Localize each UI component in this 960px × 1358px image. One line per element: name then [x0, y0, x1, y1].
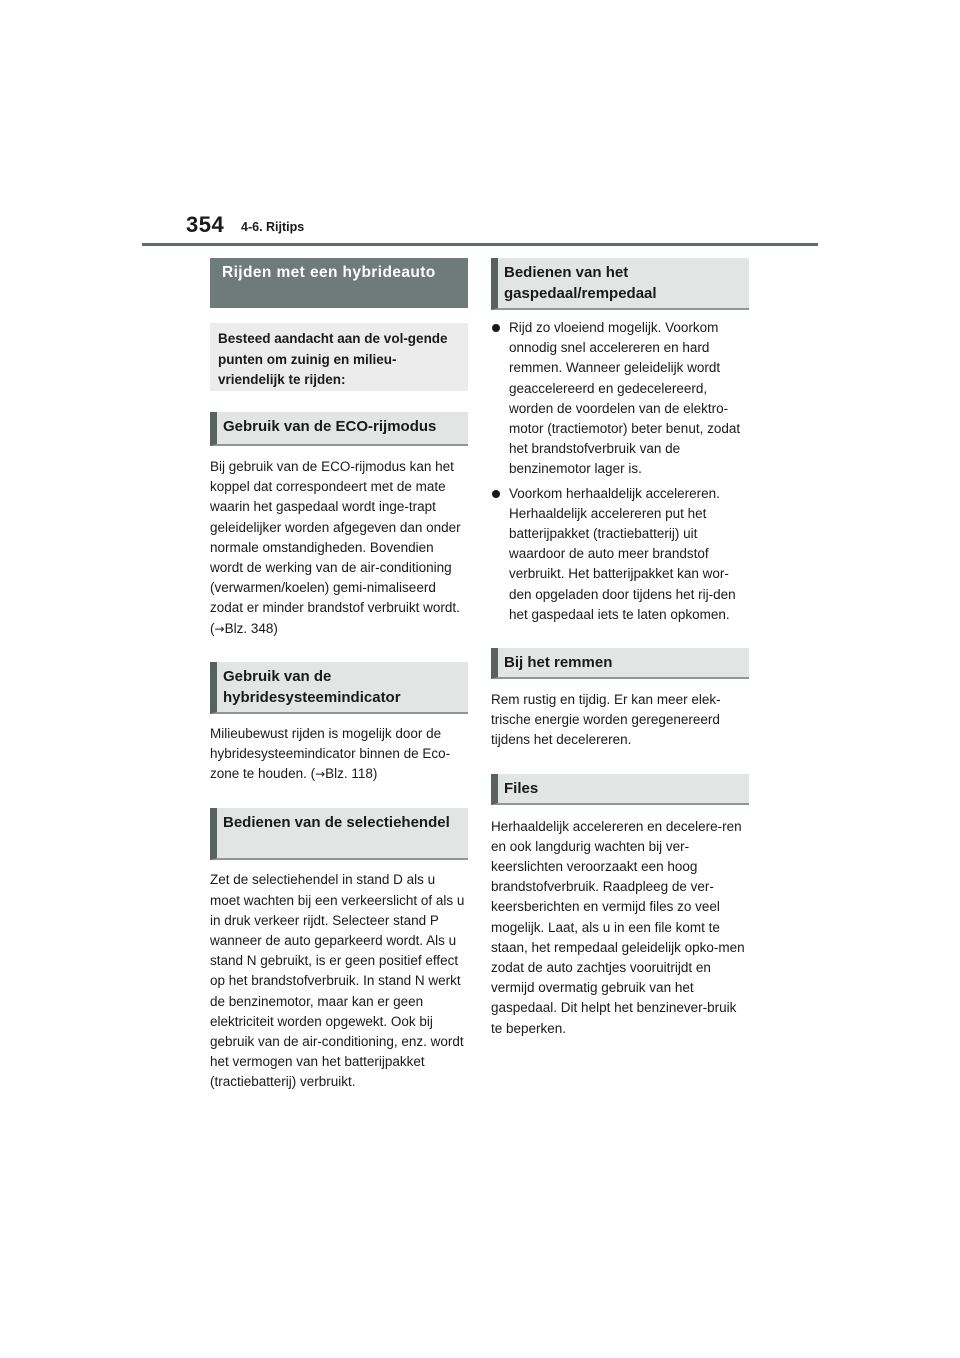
indicator-body: Milieubewust rijden is mogelijk door de hybridesysteemindicator binnen de Eco-zone te houden. ( — [210, 725, 451, 782]
page-number: 354 — [186, 212, 225, 237]
header-rule — [142, 243, 818, 246]
eco-mode-heading: Gebruik van de ECO-rijmodus — [210, 412, 468, 446]
eco-mode-text — [210, 457, 468, 639]
braking-heading: Bij het remmen — [491, 648, 749, 679]
traffic-text: Herhaaldelijk accelereren en decelere-ren en ook langdurig wachten bij ver-keerslichten veroorzaakt een hoog brandstofverbruik. Raadpleeg de ver-keersberichten en vermijd files zo veel mogelijk. Laat, als u in een file komt te staan, het rempedaal geleidelijk opko-men zodat de auto zachtjes vooruitrijdt en vermijd overmatig gebruik van het gaspedaal. Dit helpt het benzinever-bruik te beperken. — [491, 818, 745, 1036]
eco-mode-page-ref[interactable]: Blz. 348) — [224, 620, 278, 636]
eco-mode-body: Bij gebruik van de ECO-rijmodus kan het koppel dat correspondeert met de mate waarin het gaspedaal wordt inge-trapt geleidelijker worden afgegeven dan onder normale omstandigheden. Bovendien wordt de werking van de air-conditioning (verwarmen/koelen) gemi-nimaliseerd zodat er minder brandstof verbruikt wordt. ( — [210, 459, 461, 636]
pedal-bullet: Rijd zo vloeiend mogelijk. Voorkom onnodig snel accelereren en hard remmen. Wanneer geleidelijk wordt geaccelereerd en gedecelereerd, worden de voordelen van de elektro-motor (tractiemotor) beter benut, zodat het brandstofverbruik van de benzinemotor lager is. — [491, 318, 749, 480]
indicator-page-ref[interactable]: Blz. 118) — [325, 766, 378, 782]
right-column — [491, 258, 749, 1039]
intro-box: Besteed aandacht aan de vol-gende punten om zuinig en milieu-vriendelijk te rijden: — [210, 323, 468, 391]
braking-text: Rem rustig en tijdig. Er kan meer elek-trische energie worden geregenereerd tijdens het decelereren. — [491, 692, 721, 748]
selector-text: Zet de selectiehendel in stand D als u moet wachten bij een verkeerslicht of als u in druk verkeer rijdt. Selecteer stand P wanneer de auto geparkeerd wordt. Als u stand N gebruikt, is er geen positief effect op het brandstofverbruik. In stand N werkt de benzinemotor, maar kan er geen elektriciteit worden opgewekt. Ook bij gebruik van de air-conditioning, enz. wordt het vermogen van het batterijpakket (tractiebatterij) verbruikt. — [210, 872, 465, 1090]
pedal-heading: Bedienen van het gaspedaal/rempedaal — [491, 258, 749, 310]
section-label: 4-6. Rijtips — [241, 220, 305, 234]
main-title: Rijden met een hybrideauto — [210, 258, 468, 308]
arrow-icon: → — [214, 621, 225, 636]
indicator-heading: Gebruik van de hybridesysteemindicator — [210, 662, 468, 714]
pedal-bullet: Voorkom herhaaldelijk accelereren. Herhaaldelijk accelereren put het batterijpakket (tractiebatterij) uit waardoor de auto meer brandstof verbruikt. Het batterijpakket kan wor-den opgeladen door tijdens het rij-den het gaspedaal iets te laten opkomen. — [491, 484, 749, 625]
left-column — [210, 258, 468, 1093]
arrow-icon: → — [315, 767, 326, 782]
traffic-heading: Files — [491, 774, 749, 805]
indicator-text — [210, 724, 468, 785]
selector-heading: Bedienen van de selectiehendel — [210, 808, 468, 860]
